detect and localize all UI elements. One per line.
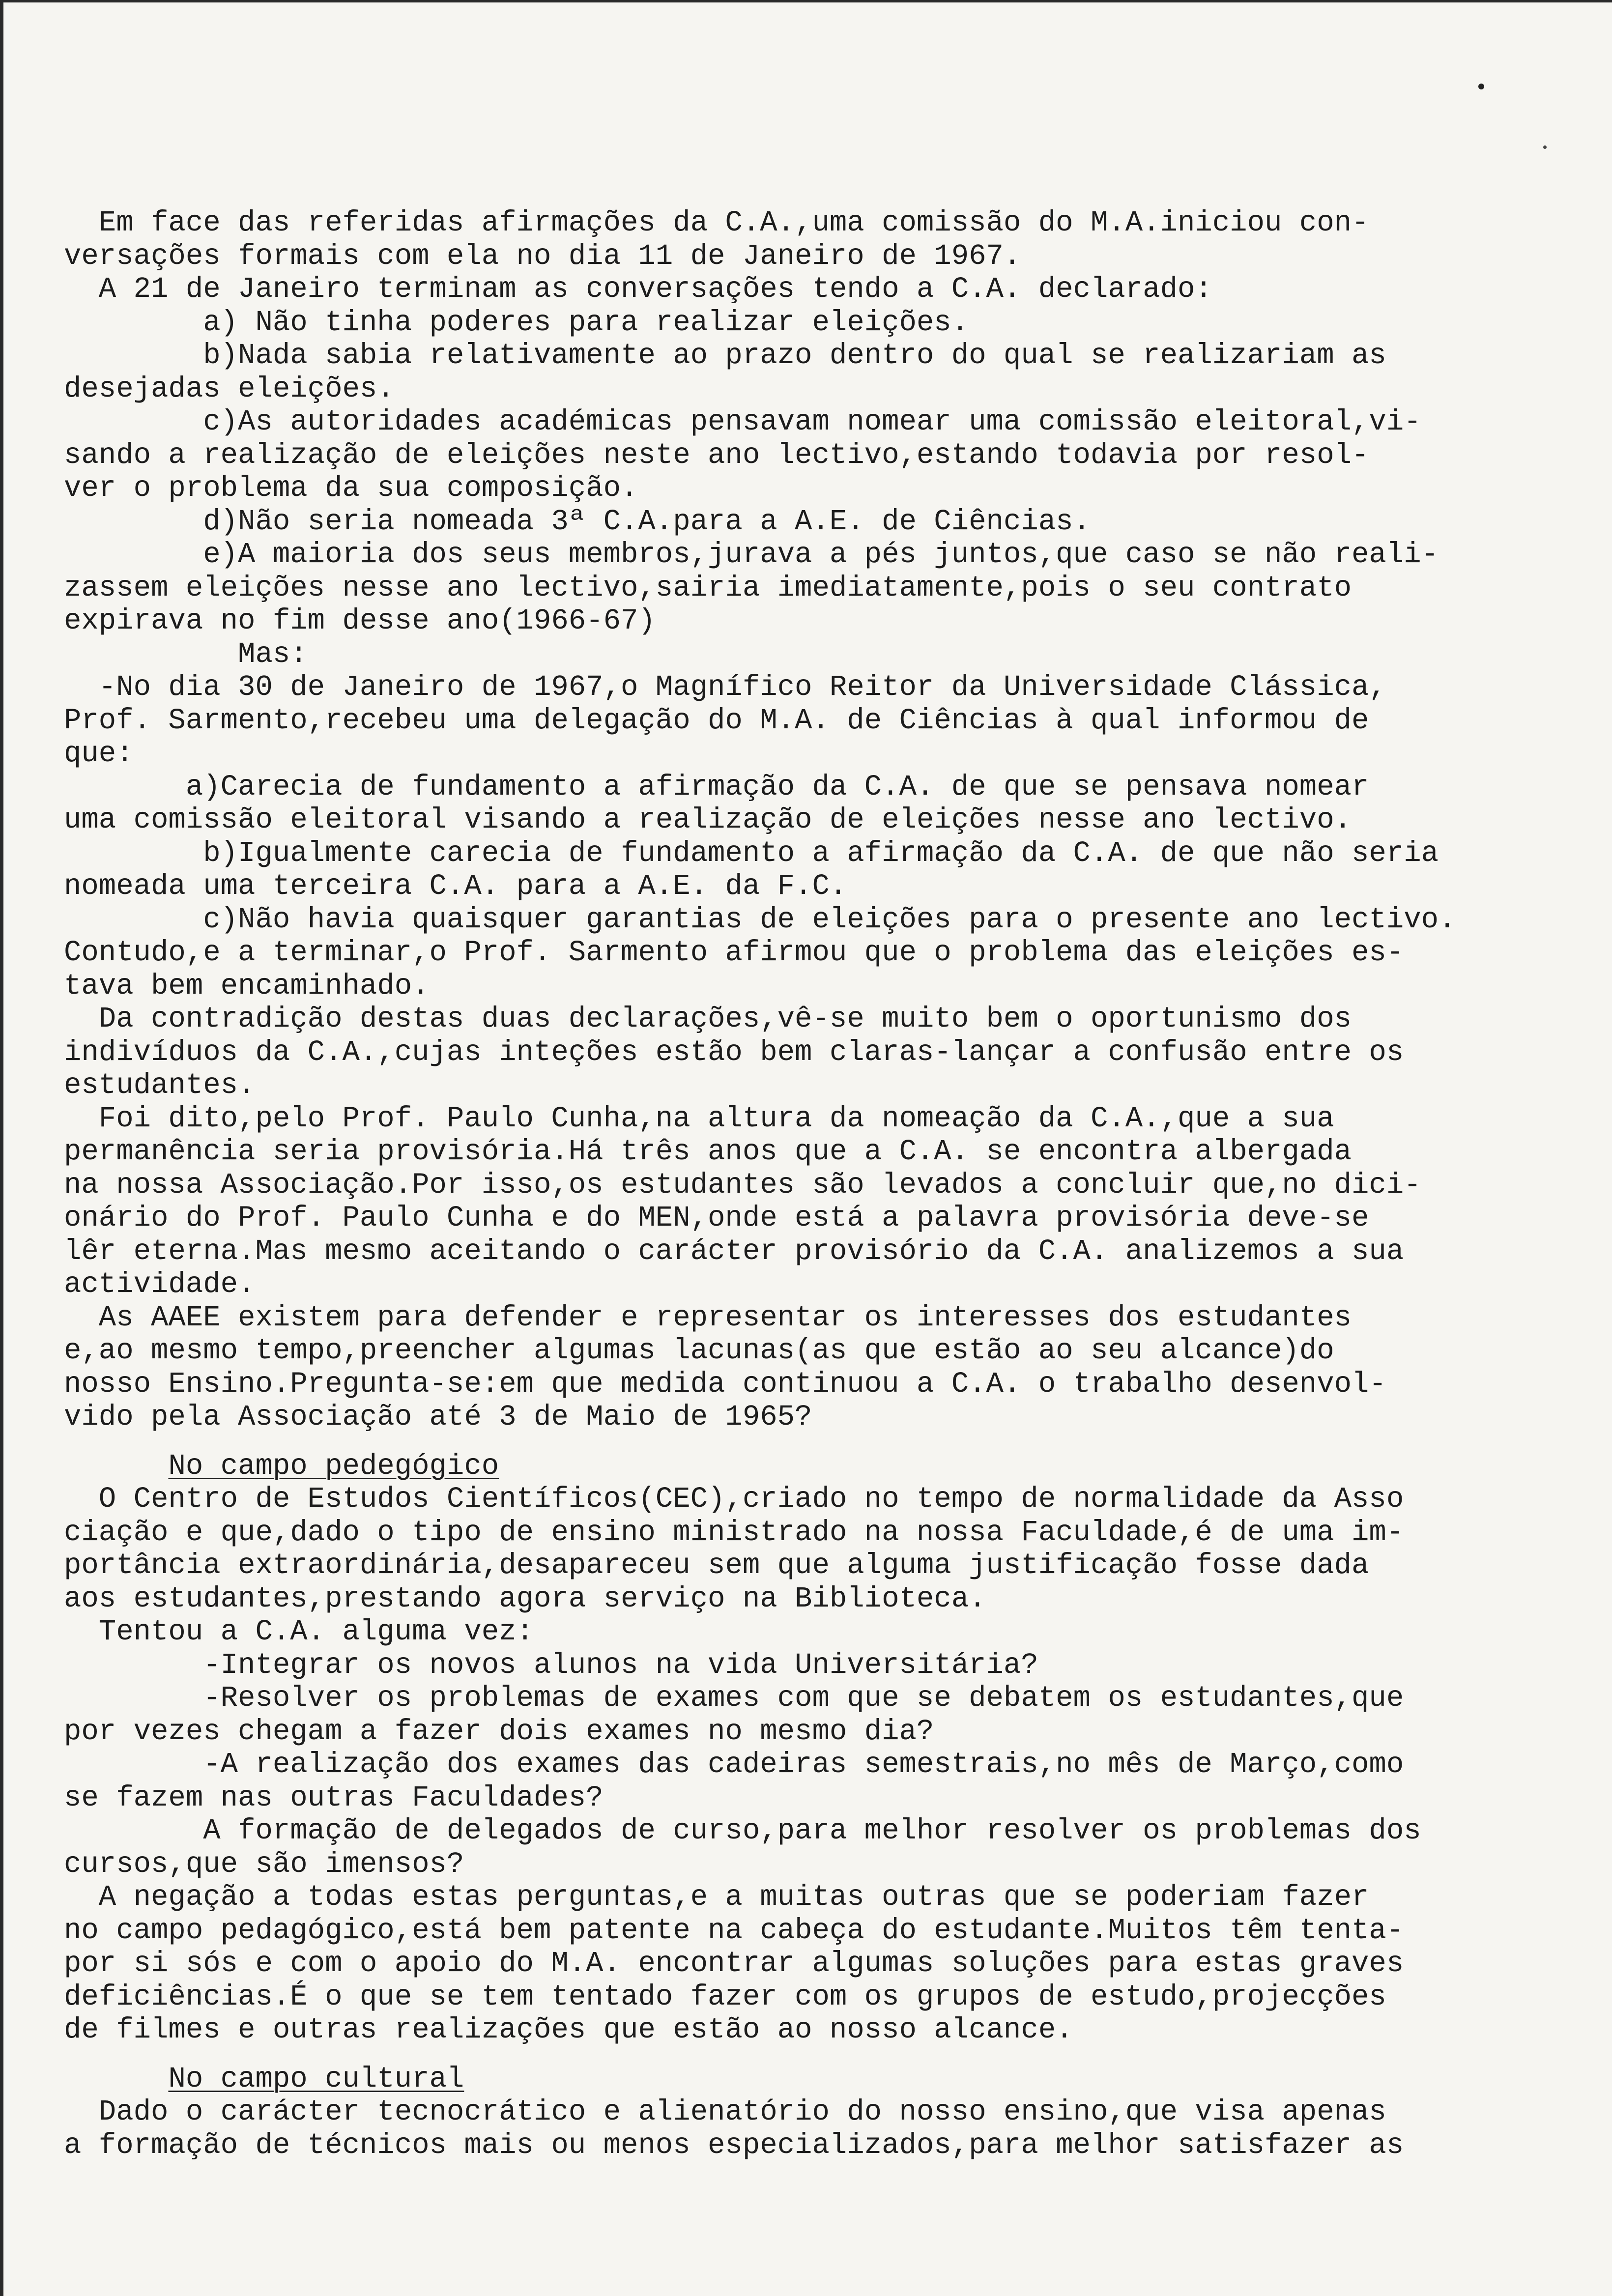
ink-speck <box>1543 145 1547 149</box>
section-heading-text: No campo cultural <box>168 2062 464 2095</box>
typewritten-page <box>64 206 1568 2162</box>
text-line: Prof. Sarmento,recebeu uma delegação do M.A. de Ciências à qual informou de <box>64 704 1369 737</box>
text-line: Foi dito,pelo Prof. Paulo Cunha,na altura da nomeação da C.A.,que a sua <box>64 1102 1334 1135</box>
paragraph-gap <box>64 1434 1568 1450</box>
text-line: a) Não tinha poderes para realizar eleições. <box>64 306 969 339</box>
text-line: a formação de técnicos mais ou menos especializados,para melhor satisfazer as <box>64 2128 1404 2162</box>
text-line: nomeada uma terceira C.A. para a A.E. da F.C. <box>64 870 847 903</box>
text-line: permanência seria provisória.Há três anos que a C.A. se encontra albergada <box>64 1135 1352 1168</box>
text-line: A formação de delegados de curso,para melhor resolver os problemas dos <box>64 1814 1421 1847</box>
text-line: que: <box>64 737 134 770</box>
section-heading-text: No campo pedegógico <box>168 1449 499 1483</box>
text-line: b)Igualmente carecia de fundamento a afirmação da C.A. de que não seria <box>64 836 1439 870</box>
text-line: Dado o carácter tecnocrático e alienatório do nosso ensino,que visa apenas <box>64 2095 1386 2128</box>
text-line: onário do Prof. Paulo Cunha e do MEN,onde está a palavra provisória deve-se <box>64 1202 1369 1234</box>
text-line: a)Carecia de fundamento a afirmação da C.A. de que se pensava nomear <box>64 770 1369 804</box>
text-line: no campo pedagógico,está bem patente na cabeça do estudante.Muitos têm tenta- <box>64 1914 1404 1947</box>
text-line: b)Nada sabia relativamente ao prazo dentro do qual se realizariam as <box>64 339 1386 372</box>
scan-top-edge <box>0 0 1612 2</box>
text-line: ciação e que,dado o tipo de ensino ministrado na nossa Faculdade,é de uma im- <box>64 1516 1404 1549</box>
text-line: A 21 de Janeiro terminam as conversações tendo a C.A. declarado: <box>64 273 1212 306</box>
text-line: nosso Ensino.Pregunta-se:em que medida continuou a C.A. o trabalho desenvol- <box>64 1367 1386 1401</box>
section-heading <box>64 1450 1568 1483</box>
text-line: portância extraordinária,desapareceu sem que alguma justificação fosse dada <box>64 1549 1369 1582</box>
text-line: actividade. <box>64 1268 256 1301</box>
text-line: desejadas eleições. <box>64 372 395 405</box>
text-line: por si sós e com o apoio do M.A. encontrar algumas soluções para estas graves <box>64 1947 1404 1980</box>
text-line: -Integrar os novos alunos na vida Universitária? <box>64 1648 1038 1682</box>
text-line: Contudo,e a terminar,o Prof. Sarmento afirmou que o problema das eleições es- <box>64 936 1404 969</box>
text-line: c)As autoridades académicas pensavam nomear uma comissão eleitoral,vi- <box>64 405 1421 438</box>
text-line: -No dia 30 de Janeiro de 1967,o Magnífico Reitor da Universidade Clássica, <box>64 671 1386 704</box>
text-line: expirava no fim desse ano(1966-67) <box>64 604 656 637</box>
text-line: de filmes e outras realizações que estão ao nosso alcance. <box>64 2013 1073 2046</box>
text-line: As AAEE existem para defender e representar os interesses dos estudantes <box>64 1301 1352 1334</box>
text-line: estudantes. <box>64 1069 256 1102</box>
text-line: c)Não havia quaisquer garantias de eleições para o presente ano lectivo. <box>64 903 1456 936</box>
text-line: cursos,que são imensos? <box>64 1847 464 1881</box>
text-line: aos estudantes,prestando agora serviço na Biblioteca. <box>64 1582 986 1615</box>
text-line: Mas: <box>64 637 308 671</box>
text-line: lêr eterna.Mas mesmo aceitando o carácter provisório da C.A. analizemos a sua <box>64 1234 1404 1268</box>
text-line: -Resolver os problemas de exames com que se debatem os estudantes,que <box>64 1682 1404 1715</box>
scan-left-edge <box>0 0 3 2296</box>
text-line: uma comissão eleitoral visando a realização de eleições nesse ano lectivo. <box>64 804 1352 836</box>
text-line: Da contradição destas duas declarações,vê-se muito bem o oportunismo dos <box>64 1003 1352 1035</box>
text-line: -A realização dos exames das cadeiras semestrais,no mês de Março,como <box>64 1748 1404 1781</box>
ink-speck <box>1478 84 1484 89</box>
text-line: por vezes chegam a fazer dois exames no mesmo dia? <box>64 1715 934 1748</box>
text-line: versações formais com ela no dia 11 de Janeiro de 1967. <box>64 239 1021 273</box>
text-line: deficiências.É o que se tem tentado fazer com os grupos de estudo,projecções <box>64 1980 1386 2013</box>
text-line: sando a realização de eleições neste ano lectivo,estando todavia por resol- <box>64 438 1369 472</box>
text-line: se fazem nas outras Faculdades? <box>64 1781 604 1814</box>
text-line: e)A maioria dos seus membros,jurava a pés juntos,que caso se não reali- <box>64 538 1439 571</box>
text-line: O Centro de Estudos Científicos(CEC),criado no tempo de normalidade da Asso <box>64 1483 1404 1516</box>
text-line: na nossa Associação.Por isso,os estudantes são levados a concluir que,no dici- <box>64 1168 1421 1202</box>
text-line: zassem eleições nesse ano lectivo,sairia imediatamente,pois o seu contrato <box>64 571 1352 604</box>
text-line: ver o problema da sua composição. <box>64 472 638 505</box>
text-line: Tentou a C.A. alguma vez: <box>64 1615 534 1648</box>
section-heading <box>64 2063 1568 2096</box>
paragraph-gap <box>64 2047 1568 2063</box>
text-line: e,ao mesmo tempo,preencher algumas lacunas(as que estão ao seu alcance)do <box>64 1334 1334 1367</box>
text-line: Em face das referidas afirmações da C.A.,uma comissão do M.A.iniciou con- <box>64 206 1369 239</box>
text-line: A negação a todas estas perguntas,e a muitas outras que se poderiam fazer <box>64 1881 1369 1914</box>
text-line: indivíduos da C.A.,cujas inteções estão bem claras-lançar a confusão entre os <box>64 1035 1404 1069</box>
text-line: vido pela Associação até 3 de Maio de 1965? <box>64 1401 812 1434</box>
text-line: tava bem encaminhado. <box>64 969 430 1003</box>
text-line: d)Não seria nomeada 3ª C.A.para a A.E. de Ciências. <box>64 505 1091 538</box>
